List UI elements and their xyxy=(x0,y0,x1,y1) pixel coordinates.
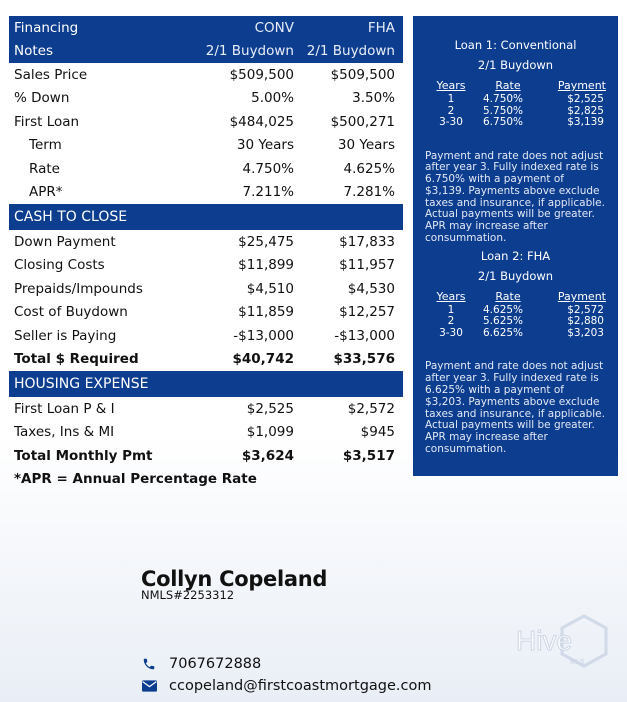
table-row xyxy=(9,134,403,158)
rate: 6.750% xyxy=(483,116,524,128)
fha-value: 30 Years xyxy=(337,137,395,154)
header-label-2: Notes xyxy=(14,43,53,60)
schedule-row xyxy=(425,328,606,340)
col-years: Years xyxy=(436,79,466,92)
email-address[interactable]: ccopeland@firstcoastmortgage.com xyxy=(169,678,432,694)
years: 1 xyxy=(447,93,455,105)
conv-value: 5.00% xyxy=(251,90,294,107)
fha-value: $3,517 xyxy=(342,447,395,464)
table-row xyxy=(9,301,403,325)
schedule-row xyxy=(425,94,606,106)
col-payment: Payment xyxy=(557,289,606,303)
email-line[interactable] xyxy=(141,678,432,694)
loan1-disclaimer: Payment and rate does not adjust after year 3. Fully indexed rate is 6.750% with a payment of $3,139. Payments above exclude taxes and insurance, if applicable. Actual payments will be greater. APR may increase after consummation. xyxy=(425,149,605,245)
row-label: Term xyxy=(29,137,62,154)
loan2-title: Loan 2: FHA xyxy=(480,248,551,263)
conv-value: $509,500 xyxy=(229,66,294,83)
officer-name: Collyn Copeland xyxy=(141,567,328,591)
fha-value: 4.625% xyxy=(343,160,395,177)
fha-value: -$13,000 xyxy=(334,327,395,344)
table-row xyxy=(9,254,403,278)
rate: 4.750% xyxy=(483,93,524,105)
fha-value: $4,530 xyxy=(347,280,395,297)
loan2-schedule xyxy=(425,290,606,340)
conv-value: $3,624 xyxy=(241,447,294,464)
payment: $3,139 xyxy=(567,116,604,128)
table-row xyxy=(9,157,403,181)
rate: 5.625% xyxy=(483,315,524,328)
conv-value: 4.750% xyxy=(242,160,294,177)
conv-value: $2,525 xyxy=(246,400,294,417)
col-rate: Rate xyxy=(495,79,521,92)
col-payment: Payment xyxy=(557,79,606,92)
row-label: Taxes, Ins & MI xyxy=(14,424,115,441)
header-fha-2: 2/1 Buydown xyxy=(306,43,395,60)
nmls-number: NMLS#2253312 xyxy=(141,588,235,602)
phone-number[interactable]: 7067672888 xyxy=(169,656,262,672)
conv-value: $484,025 xyxy=(229,113,294,130)
table-row xyxy=(9,421,403,445)
cash-to-close-header: CASH TO CLOSE xyxy=(9,204,403,230)
table-header-row-1 xyxy=(9,16,403,40)
envelope-icon xyxy=(141,678,157,694)
total-required-row xyxy=(9,348,403,372)
row-label: Prepaids/Impounds xyxy=(14,280,143,297)
table-row xyxy=(9,324,403,348)
header-conv-2: 2/1 Buydown xyxy=(205,43,294,60)
table-row xyxy=(9,230,403,254)
conv-value: 7.211% xyxy=(242,184,294,201)
table-header-row-2 xyxy=(9,40,403,64)
loan1-schedule xyxy=(425,79,606,129)
fha-value: $500,271 xyxy=(330,113,395,130)
fha-value: 7.281% xyxy=(343,184,395,201)
payment: $2,825 xyxy=(567,104,604,117)
conv-value: $4,510 xyxy=(246,280,294,297)
housing-expense-header: HOUSING EXPENSE xyxy=(9,371,403,397)
table-row xyxy=(9,87,403,111)
table-row xyxy=(9,110,403,134)
table-row xyxy=(9,63,403,87)
table-row xyxy=(9,277,403,301)
conv-value: $11,859 xyxy=(238,304,294,321)
years: 3-30 xyxy=(439,116,463,128)
financing-table xyxy=(9,16,403,487)
total-monthly-row xyxy=(9,444,403,468)
table-row xyxy=(9,181,403,205)
row-label: APR* xyxy=(29,184,63,201)
row-label: % Down xyxy=(14,90,70,107)
conv-value: 30 Years xyxy=(236,137,294,154)
fha-value: $945 xyxy=(360,424,395,441)
fha-value: $509,500 xyxy=(330,66,395,83)
conv-value: $25,475 xyxy=(238,233,294,250)
buydown-details-panel xyxy=(413,16,618,476)
payment: $2,525 xyxy=(567,93,604,105)
rate: 4.625% xyxy=(483,303,524,316)
fha-value: $2,572 xyxy=(347,400,395,417)
table-row xyxy=(9,397,403,421)
col-years: Years xyxy=(436,289,466,303)
loan-officer-contact xyxy=(141,567,327,602)
conv-value: $11,899 xyxy=(238,257,294,274)
header-conv: CONV xyxy=(254,19,294,36)
loan2-section xyxy=(425,249,606,456)
row-label: Rate xyxy=(29,160,60,177)
loan1-subtitle: 2/1 Buydown xyxy=(477,58,554,72)
hive-text: Hive xyxy=(516,625,573,656)
row-label: Cost of Buydown xyxy=(14,304,128,321)
header-label: Financing xyxy=(14,19,79,36)
loan1-schedule-header xyxy=(425,79,606,92)
row-label: First Loan P & I xyxy=(14,400,115,417)
fha-value: $17,833 xyxy=(339,233,395,250)
conv-value: $1,099 xyxy=(246,424,294,441)
col-rate: Rate xyxy=(495,289,521,303)
row-label: Seller is Paying xyxy=(14,327,117,344)
payment: $2,880 xyxy=(567,315,604,328)
payment: $2,572 xyxy=(567,303,604,316)
row-label: Total $ Required xyxy=(14,351,139,368)
row-label: First Loan xyxy=(14,113,80,130)
fha-value: $12,257 xyxy=(339,304,395,321)
loan2-subtitle: 2/1 Buydown xyxy=(477,268,554,283)
header-fha: FHA xyxy=(367,19,395,36)
fha-value: $11,957 xyxy=(339,257,395,274)
rate: 5.750% xyxy=(483,104,524,117)
payment: $3,203 xyxy=(567,326,604,339)
loan2-schedule-header xyxy=(425,290,606,303)
loan2-disclaimer: Payment and rate does not adjust after year 3. Fully indexed rate is 6.625% with a payment of $3,203. Payments above exclude taxes and insurance, if applicable. Actual payments will be greater. APR may increase after consummation. xyxy=(425,360,605,455)
years: 2 xyxy=(447,315,455,328)
row-label: Total Monthly Pmt xyxy=(14,447,153,464)
conv-value: -$13,000 xyxy=(233,327,294,344)
loan1-title: Loan 1: Conventional xyxy=(454,38,577,52)
years: 3-30 xyxy=(439,326,463,339)
rate: 6.625% xyxy=(483,326,524,339)
hive-subtext: MLS xyxy=(570,659,585,666)
years: 2 xyxy=(447,104,455,117)
row-label: Sales Price xyxy=(14,66,88,83)
fha-value: $33,576 xyxy=(333,351,395,368)
row-label: Down Payment xyxy=(14,233,116,250)
hive-watermark-logo xyxy=(514,612,614,672)
phone-icon xyxy=(141,656,157,672)
schedule-row xyxy=(425,117,606,129)
apr-footnote: *APR = Annual Percentage Rate xyxy=(14,470,257,487)
conv-value: $40,742 xyxy=(232,351,294,368)
row-label: Closing Costs xyxy=(14,257,105,274)
fha-value: 3.50% xyxy=(352,90,395,107)
years: 1 xyxy=(447,303,455,316)
phone-line[interactable] xyxy=(141,656,261,672)
